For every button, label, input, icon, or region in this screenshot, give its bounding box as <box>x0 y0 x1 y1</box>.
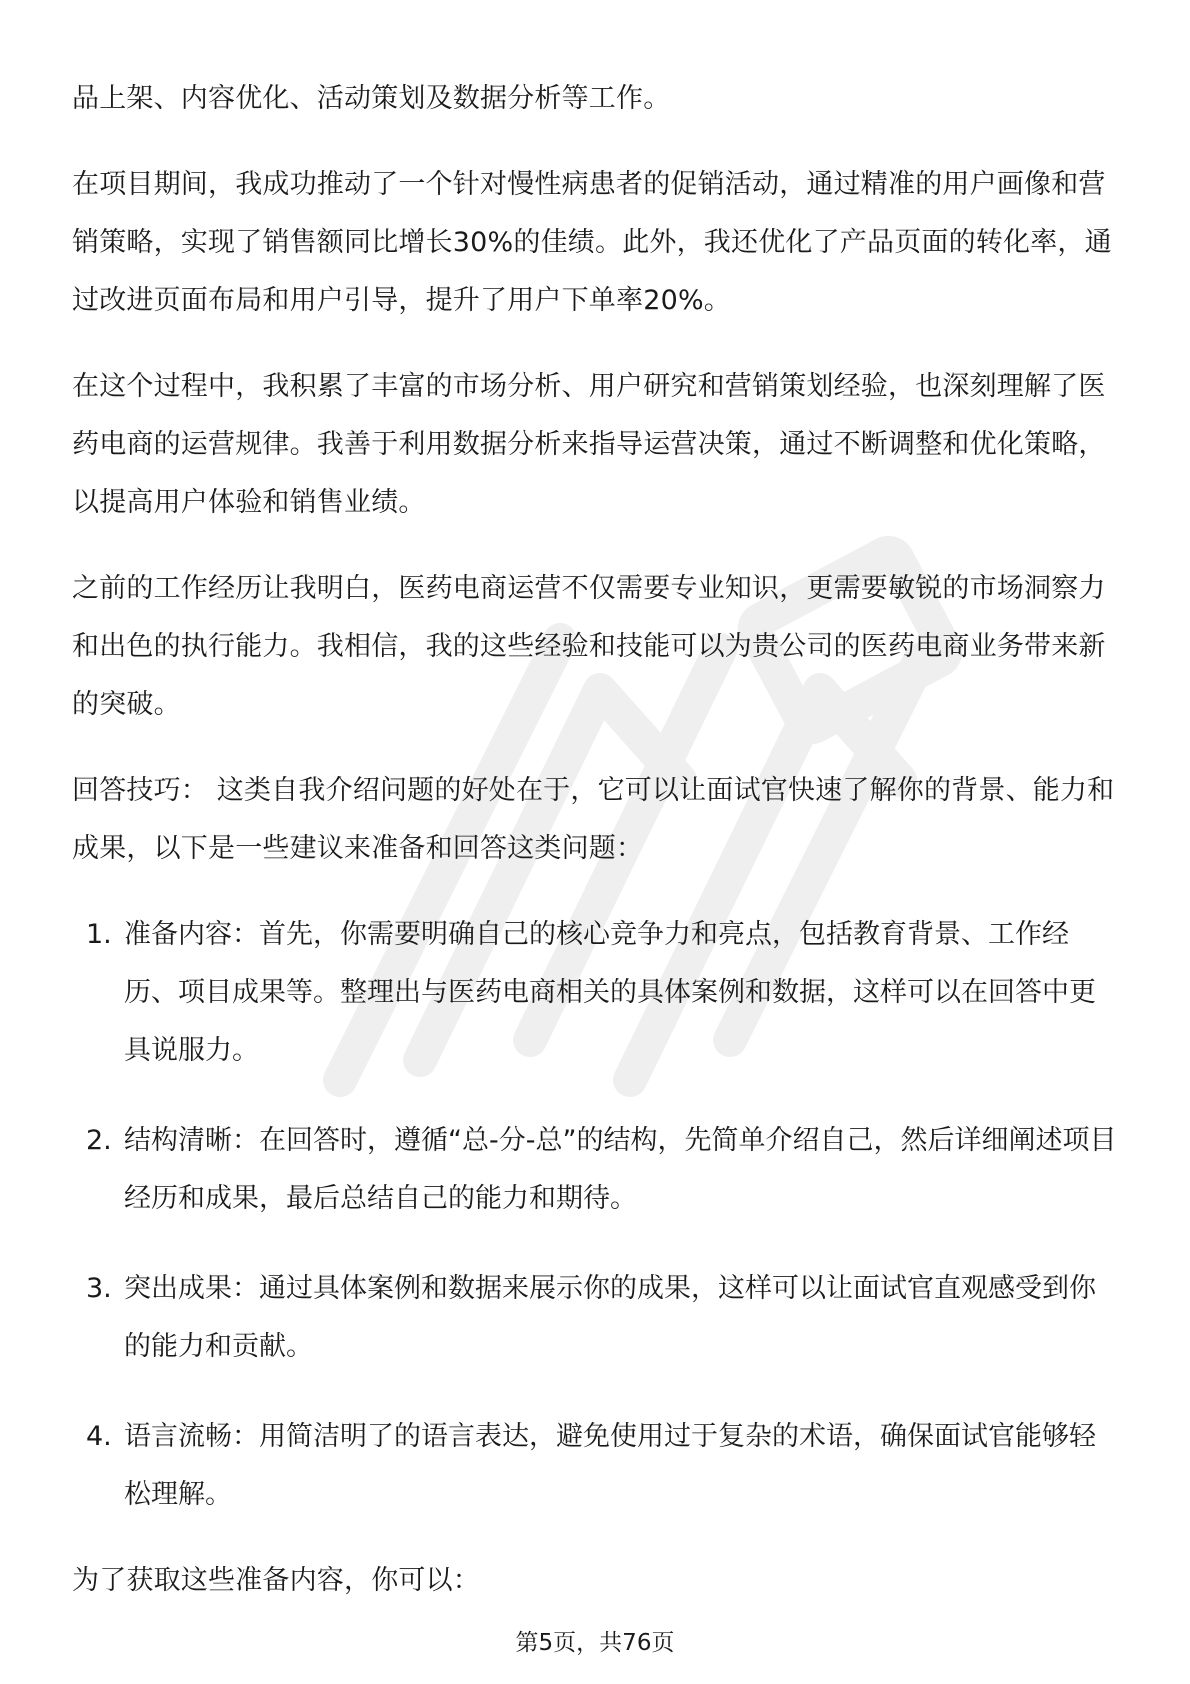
list-item <box>72 906 1122 1080</box>
list-item <box>72 1112 1122 1228</box>
paragraph-5: 回答技巧： 这类自我介绍问题的好处在于，它可以让面试官快速了解你的背景、能力和成果，以下是一些建议来准备和回答这类问题： <box>72 775 1115 864</box>
list-item-text: 准备内容：首先，你需要明确自己的核心竞争力和亮点，包括教育背景、工作经历、项目成果等。整理出与医药电商相关的具体案例和数据，这样可以在回答中更具说服力。 <box>124 919 1096 1066</box>
list-item-text: 突出成果：通过具体案例和数据来展示你的成果，这样可以让面试官直观感受到你的能力和贡献。 <box>124 1273 1096 1362</box>
list-item-text: 语言流畅：用简洁明了的语言表达，避免使用过于复杂的术语，确保面试官能够轻松理解。 <box>124 1421 1096 1510</box>
paragraph-2: 在项目期间，我成功推动了一个针对慢性病患者的促销活动，通过精准的用户画像和营销策略，实现了销售额同比增长30%的佳绩。此外，我还优化了产品页面的转化率，通过改进页面布局和用户引导，提升了用户下单率20%。 <box>72 169 1112 316</box>
page-footer: 第5页，共76页 <box>515 1630 675 1656</box>
list-item-number: 4. <box>86 1421 112 1452</box>
list-item-number: 1. <box>86 919 112 950</box>
paragraph-1: 品上架、内容优化、活动策划及数据分析等工作。 <box>72 83 671 114</box>
list-item-text: 结构清晰：在回答时，遵循“总-分-总”的结构，先简单介绍自己，然后详细阐述项目经历和成果，最后总结自己的能力和期待。 <box>124 1125 1117 1214</box>
paragraph-4: 之前的工作经历让我明白，医药电商运营不仅需要专业知识，更需要敏锐的市场洞察力和出色的执行能力。我相信，我的这些经验和技能可以为贵公司的医药电商业务带来新的突破。 <box>72 573 1106 720</box>
list-item <box>72 1408 1122 1524</box>
list-item-number: 2. <box>86 1125 112 1156</box>
paragraph-3: 在这个过程中，我积累了丰富的市场分析、用户研究和营销策划经验，也深刻理解了医药电商的运营规律。我善于利用数据分析来指导运营决策，通过不断调整和优化策略，以提高用户体验和销售业绩。 <box>72 371 1106 518</box>
document-body <box>72 70 1122 1638</box>
closing-paragraph: 为了获取这些准备内容，你可以： <box>72 1565 480 1596</box>
list-item <box>72 1260 1122 1376</box>
tips-list <box>72 906 1122 1524</box>
list-item-number: 3. <box>86 1273 112 1304</box>
